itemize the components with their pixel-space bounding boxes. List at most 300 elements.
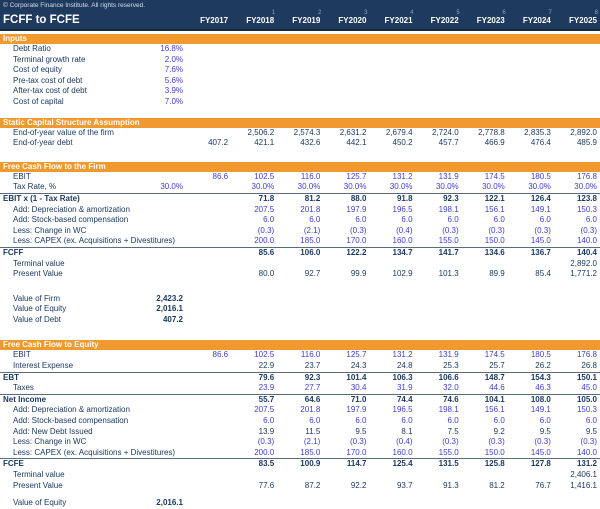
- table-row: [0, 236, 600, 247]
- table-row: [0, 226, 600, 237]
- cell-fy2025[interactable]: 176.8: [576, 350, 597, 360]
- cell-fy2019[interactable]: 116.0: [300, 171, 321, 181]
- cell-assumption[interactable]: 7.0%: [164, 96, 183, 106]
- cell-fy2024[interactable]: 180.5: [530, 171, 551, 181]
- cell-fy2025[interactable]: 6.0: [585, 416, 597, 426]
- cell-fy2017[interactable]: [185, 361, 231, 372]
- cell-fy2018[interactable]: 2,506.2: [247, 127, 275, 137]
- year-header-fy2018: FY2018: [246, 16, 275, 25]
- year-header-fy2019: FY2019: [292, 16, 321, 25]
- cell-fy2019[interactable]: 30.0%: [297, 182, 321, 192]
- cell-fy2019[interactable]: 106.0: [300, 247, 321, 257]
- table-row: [0, 458, 600, 470]
- row-label: Value of Equity: [13, 498, 67, 508]
- cell-fy2025[interactable]: 123.8: [576, 193, 597, 203]
- cell-fy2021[interactable]: 196.5: [392, 405, 413, 415]
- cell-fy2021[interactable]: 134.7: [392, 247, 413, 257]
- cell-fy2024[interactable]: 108.0: [530, 394, 551, 404]
- cell-fy2017[interactable]: [185, 182, 231, 193]
- cell-fy2023[interactable]: 30.0%: [482, 182, 505, 192]
- row-label: EBIT x (1 - Tax Rate): [3, 193, 80, 203]
- cell-fy2025[interactable]: 150.3: [576, 204, 597, 214]
- cell-fy2018[interactable]: 30.0%: [251, 182, 275, 192]
- column-index: 6: [502, 10, 506, 16]
- section: [0, 162, 600, 280]
- cell-fy2020[interactable]: 125.7: [346, 350, 367, 360]
- cell-fy2025[interactable]: 30.0%: [574, 182, 597, 192]
- table-row: [0, 172, 600, 183]
- cell-fy2025[interactable]: 2,892.0: [570, 127, 597, 137]
- cell-fy2017[interactable]: [185, 395, 231, 406]
- cell-fy2023[interactable]: (0.3): [488, 437, 505, 447]
- cell-fy2023[interactable]: 122.1: [484, 193, 505, 203]
- year-header-fy2022: FY2022: [430, 16, 459, 25]
- cell-fy2020[interactable]: 30.0%: [343, 182, 367, 192]
- cell-fy2021[interactable]: 30.0%: [389, 182, 413, 192]
- cell-fy2019[interactable]: 116.0: [300, 350, 321, 360]
- section: [0, 34, 600, 108]
- cell-fy2019[interactable]: 2,574.3: [293, 127, 321, 137]
- cell-fy2024[interactable]: 154.3: [530, 372, 551, 382]
- cell-fy2025[interactable]: 140.0: [576, 236, 597, 246]
- cell-fy2020[interactable]: 101.4: [346, 372, 367, 382]
- cell-fy2017[interactable]: 86.6: [212, 350, 229, 360]
- cell-fy2023[interactable]: (0.3): [488, 225, 505, 235]
- cell-fy2025[interactable]: 140.0: [576, 447, 597, 457]
- cell-fy2022[interactable]: 25.3: [443, 361, 459, 371]
- cell-fy2024[interactable]: 149.1: [530, 204, 551, 214]
- year-header-fy2025: FY2025: [568, 16, 597, 25]
- cell-fy2024[interactable]: 145.0: [530, 447, 551, 457]
- cell-fy2017[interactable]: [185, 259, 231, 270]
- cell-fy2017[interactable]: [185, 437, 231, 448]
- cell-fy2019[interactable]: 432.6: [300, 138, 321, 148]
- cell-fy2019[interactable]: 64.6: [304, 394, 321, 404]
- cell-fy2020[interactable]: 88.0: [350, 193, 367, 203]
- cell-fy2023[interactable]: 174.5: [484, 171, 505, 181]
- cell-fy2019[interactable]: 6.0: [309, 416, 321, 426]
- section: [0, 294, 600, 326]
- cell-fy2023[interactable]: 2,778.8: [478, 127, 505, 137]
- cell-fy2018[interactable]: 200.0: [254, 447, 275, 457]
- cell-fy2019[interactable]: 201.8: [300, 204, 321, 214]
- cell-fy2022[interactable]: 91.3: [443, 480, 459, 490]
- cell-fy2023[interactable]: 25.7: [489, 361, 505, 371]
- cell-fy2024[interactable]: 26.2: [535, 361, 551, 371]
- cell-fy2025[interactable]: 131.2: [576, 459, 597, 469]
- cell-fy2024[interactable]: 30.0%: [528, 182, 551, 192]
- cell-assumption[interactable]: 3.9%: [164, 86, 183, 96]
- cell-fy2019[interactable]: 201.8: [300, 405, 321, 415]
- cell-fy2024[interactable]: [508, 259, 554, 270]
- cell-fy2020[interactable]: [323, 470, 369, 481]
- cell-fy2021[interactable]: [369, 259, 415, 270]
- section-header: Free Cash Flow to the Firm: [0, 162, 600, 172]
- cell-fy2020[interactable]: 24.3: [350, 361, 367, 371]
- cell-fy2025[interactable]: (0.3): [580, 437, 597, 447]
- cell-fy2017[interactable]: [185, 383, 231, 394]
- cell-fy2018[interactable]: 207.5: [254, 204, 275, 214]
- cell-fy2018[interactable]: 421.1: [254, 138, 275, 148]
- row-label: Present Value: [13, 480, 63, 490]
- cell-fy2017[interactable]: [185, 215, 231, 226]
- cell-fy2023[interactable]: 156.1: [484, 405, 505, 415]
- cell-assumption[interactable]: 2.0%: [164, 54, 183, 64]
- cell-fy2017[interactable]: [185, 373, 231, 384]
- table-row: [0, 416, 600, 427]
- cell-fy2021[interactable]: (0.4): [396, 437, 413, 447]
- cell-fy2024[interactable]: 9.5: [539, 426, 551, 436]
- cell-fy2025[interactable]: 45.0: [581, 383, 597, 393]
- cell-fy2019[interactable]: 11.5: [305, 426, 321, 436]
- row-label: EBT: [3, 372, 19, 382]
- cell-fy2019[interactable]: 27.7: [304, 383, 321, 393]
- column-index: [185, 9, 231, 10]
- cell-fy2017[interactable]: [185, 448, 231, 459]
- cell-fy2021[interactable]: 160.0: [392, 236, 413, 246]
- cell-fy2023[interactable]: 156.1: [484, 204, 505, 214]
- cell-fy2017[interactable]: [185, 236, 231, 247]
- cell-fy2024[interactable]: 2,835.3: [524, 127, 551, 137]
- cell-fy2017[interactable]: [185, 205, 231, 216]
- cell-fy2019[interactable]: 81.2: [304, 193, 321, 203]
- cell-fy2017[interactable]: [185, 269, 231, 280]
- cell-assumption[interactable]: 5.6%: [164, 75, 183, 85]
- cell-fy2022[interactable]: 155.0: [438, 236, 459, 246]
- cell-fy2021[interactable]: 6.0: [401, 215, 413, 225]
- cell-fy2022[interactable]: [416, 470, 462, 481]
- cell-fy2023[interactable]: [462, 470, 508, 481]
- cell-fy2023[interactable]: [462, 259, 508, 270]
- row-label: Less: Change in WC: [13, 437, 87, 447]
- cell-fy2017[interactable]: [185, 226, 231, 237]
- cell-assumption[interactable]: 2,423.2: [156, 293, 183, 303]
- cell-fy2018[interactable]: (0.3): [257, 225, 275, 235]
- row-label: Value of Firm: [13, 293, 60, 303]
- cell-fy2023[interactable]: 125.8: [484, 459, 505, 469]
- table-row: [0, 55, 600, 66]
- cell-fy2023[interactable]: 466.9: [484, 138, 505, 148]
- cell-fy2024[interactable]: 46.3: [535, 383, 551, 393]
- cell-fy2025[interactable]: 105.0: [576, 394, 597, 404]
- cell-fy2019[interactable]: 92.3: [304, 372, 321, 382]
- cell-fy2020[interactable]: 30.4: [350, 383, 367, 393]
- cell-fy2025[interactable]: 1,771.2: [570, 269, 597, 279]
- cell-fy2022[interactable]: 6.0: [447, 416, 459, 426]
- cell-fy2020[interactable]: 442.1: [346, 138, 367, 148]
- cell-fy2025[interactable]: 2,406.1: [570, 470, 597, 479]
- cell-fy2018[interactable]: (0.3): [257, 437, 275, 447]
- cell-fy2020[interactable]: (0.3): [349, 225, 367, 235]
- cell-fy2018[interactable]: 6.0: [263, 416, 275, 426]
- cell-fy2024[interactable]: 127.8: [530, 459, 551, 469]
- cell-fy2017[interactable]: [185, 427, 231, 438]
- cell-fy2018[interactable]: 102.5: [254, 350, 275, 360]
- cell-fy2020[interactable]: 6.0: [355, 416, 367, 426]
- cell-fy2018[interactable]: 200.0: [254, 236, 275, 246]
- cell-fy2021[interactable]: 93.7: [396, 480, 413, 490]
- cell-fy2018[interactable]: 23.9: [258, 383, 275, 393]
- table-row: [0, 259, 600, 270]
- cell-fy2021[interactable]: 91.8: [396, 193, 413, 203]
- cell-fy2025[interactable]: 150.1: [576, 372, 597, 382]
- cell-fy2024[interactable]: 476.4: [530, 138, 551, 148]
- cell-fy2023[interactable]: 104.1: [484, 394, 505, 404]
- section-header: Free Cash Flow to Equity: [0, 340, 600, 350]
- cell-fy2024[interactable]: 85.4: [535, 269, 551, 279]
- cell-fy2024[interactable]: 6.0: [539, 215, 551, 225]
- cell-fy2024[interactable]: (0.3): [534, 437, 551, 447]
- cell-fy2018[interactable]: [231, 470, 277, 481]
- cell-fy2017[interactable]: [185, 405, 231, 416]
- cell-fy2021[interactable]: 102.9: [392, 269, 413, 279]
- row-label: Add: Depreciation & amortization: [13, 405, 130, 415]
- cell-fy2022[interactable]: 32.0: [443, 383, 459, 393]
- cell-fy2017[interactable]: [185, 459, 231, 470]
- table-row: [0, 448, 600, 459]
- cell-fy2022[interactable]: 6.0: [447, 215, 459, 225]
- row-label: After-tax cost of debt: [13, 86, 87, 96]
- cell-fy2021[interactable]: 131.2: [392, 350, 413, 360]
- cell-fy2025[interactable]: 6.0: [585, 215, 597, 225]
- cell-fy2017[interactable]: [185, 470, 231, 481]
- cell-assumption[interactable]: 30.0%: [160, 182, 183, 192]
- cell-fy2019[interactable]: (2.1): [303, 225, 321, 235]
- cell-fy2021[interactable]: 131.2: [392, 171, 413, 181]
- cell-fy2022[interactable]: 7.5: [447, 426, 459, 436]
- cell-fy2020[interactable]: 99.9: [350, 269, 367, 279]
- cell-fy2022[interactable]: 106.6: [438, 372, 459, 382]
- cell-fy2025[interactable]: 1,416.1: [570, 480, 597, 490]
- cell-fy2020[interactable]: 170.0: [346, 236, 367, 246]
- cell-fy2024[interactable]: 145.0: [530, 236, 551, 246]
- table-row: [0, 76, 600, 87]
- cell-fy2022[interactable]: [416, 259, 462, 270]
- cell-fy2019[interactable]: 185.0: [300, 236, 321, 246]
- cell-fy2025[interactable]: 176.8: [576, 171, 597, 181]
- table-row: [0, 361, 600, 372]
- year-header-fy2021: FY2021: [384, 16, 413, 25]
- cell-fy2021[interactable]: 31.9: [396, 383, 413, 393]
- cell-fy2020[interactable]: 125.7: [346, 171, 367, 181]
- cell-fy2024[interactable]: 149.1: [530, 405, 551, 415]
- cell-fy2018[interactable]: 55.7: [258, 394, 275, 404]
- row-label: Add: Stock-based compensation: [13, 416, 129, 426]
- cell-fy2022[interactable]: 92.3: [443, 193, 459, 203]
- table-row: [0, 372, 600, 384]
- cell-fy2024[interactable]: 6.0: [539, 416, 551, 426]
- cell-fy2020[interactable]: 197.9: [346, 405, 367, 415]
- cell-fy2021[interactable]: 106.3: [392, 372, 413, 382]
- cell-fy2018[interactable]: 6.0: [263, 215, 275, 225]
- cell-assumption[interactable]: 407.2: [162, 314, 183, 324]
- row-label: Terminal value: [13, 258, 65, 268]
- cell-fy2021[interactable]: [369, 470, 415, 481]
- year-header-fy2023: FY2023: [476, 16, 505, 25]
- cell-assumption[interactable]: 2,016.1: [156, 498, 183, 508]
- cell-fy2022[interactable]: 101.3: [438, 269, 459, 279]
- cell-fy2019[interactable]: [277, 470, 323, 481]
- cell-fy2019[interactable]: [277, 259, 323, 270]
- cell-fy2023[interactable]: 89.9: [489, 269, 505, 279]
- cell-assumption[interactable]: 7.6%: [164, 65, 183, 75]
- cell-fy2018[interactable]: 13.9: [258, 426, 275, 436]
- table-row: [0, 470, 600, 481]
- row-label: Less: CAPEX (ex. Acquisitions + Divestitures): [13, 236, 176, 246]
- row-label: End-of-year debt: [13, 138, 73, 148]
- cell-fy2020[interactable]: [323, 259, 369, 270]
- cell-fy2017[interactable]: [185, 248, 231, 259]
- cell-fy2020[interactable]: 2,631.2: [339, 127, 367, 137]
- cell-fy2017[interactable]: [185, 194, 231, 205]
- cell-fy2025[interactable]: 150.3: [576, 405, 597, 415]
- row-label: Interest Expense: [13, 361, 74, 371]
- cell-fy2018[interactable]: 85.6: [258, 247, 275, 257]
- cell-fy2021[interactable]: (0.4): [396, 225, 413, 235]
- cell-fy2025[interactable]: 2,892.0: [570, 258, 597, 268]
- cell-fy2020[interactable]: 114.7: [346, 459, 367, 469]
- cell-fy2019[interactable]: 6.0: [309, 215, 321, 225]
- year-header-fy2017: FY2017: [200, 16, 229, 25]
- cell-fy2018[interactable]: 79.6: [258, 372, 275, 382]
- row-label: Pre-tax cost of debt: [13, 75, 83, 85]
- column-index: 8: [594, 10, 598, 16]
- table-row: [0, 44, 600, 55]
- cell-fy2024[interactable]: (0.3): [534, 225, 551, 235]
- cell-fy2022[interactable]: 141.7: [438, 247, 459, 257]
- table-row: [0, 294, 600, 305]
- cell-fy2019[interactable]: 185.0: [300, 447, 321, 457]
- cell-fy2022[interactable]: 198.1: [438, 405, 459, 415]
- cell-fy2018[interactable]: 207.5: [254, 405, 275, 415]
- row-label: Terminal growth rate: [13, 54, 86, 64]
- cell-fy2020[interactable]: (0.3): [349, 437, 367, 447]
- cell-fy2022[interactable]: (0.3): [442, 437, 459, 447]
- cell-fy2022[interactable]: 155.0: [438, 447, 459, 457]
- cell-fy2024[interactable]: 76.7: [535, 480, 551, 490]
- section-header: Inputs: [0, 34, 600, 44]
- cell-fy2018[interactable]: 22.9: [258, 361, 275, 371]
- cell-fy2020[interactable]: 71.0: [350, 394, 367, 404]
- cell-fy2021[interactable]: 450.2: [392, 138, 413, 148]
- cell-fy2017[interactable]: [185, 416, 231, 427]
- cell-fy2024[interactable]: 126.4: [530, 193, 551, 203]
- table-row: [0, 394, 600, 406]
- cell-fy2025[interactable]: 485.9: [576, 138, 597, 148]
- cell-fy2021[interactable]: 125.4: [392, 459, 413, 469]
- cell-fy2024[interactable]: 136.7: [530, 247, 551, 257]
- cell-fy2019[interactable]: 100.9: [300, 459, 321, 469]
- cell-fy2021[interactable]: 6.0: [401, 416, 413, 426]
- cell-fy2020[interactable]: 92.2: [350, 480, 367, 490]
- table-row: [0, 65, 600, 76]
- cell-fy2019[interactable]: 92.7: [304, 269, 321, 279]
- cell-fy2017[interactable]: 86.6: [212, 171, 229, 181]
- row-label: Taxes: [13, 383, 34, 393]
- cell-fy2021[interactable]: 196.5: [392, 204, 413, 214]
- cell-fy2021[interactable]: 74.4: [396, 394, 413, 404]
- cell-fy2020[interactable]: 170.0: [346, 447, 367, 457]
- cell-fy2017[interactable]: [185, 128, 231, 139]
- table-row: [0, 215, 600, 226]
- cell-fy2022[interactable]: 2,724.0: [431, 127, 459, 137]
- cell-fy2025[interactable]: 26.8: [581, 361, 597, 371]
- title-bar: [0, 0, 600, 31]
- table-row: [0, 437, 600, 448]
- table-row: [0, 383, 600, 394]
- cell-assumption[interactable]: 2,016.1: [156, 304, 183, 314]
- cell-fy2018[interactable]: 83.5: [258, 459, 275, 469]
- cell-fy2022[interactable]: 198.1: [438, 204, 459, 214]
- row-label: Less: CAPEX (ex. Acquisitions + Divestitures): [13, 447, 176, 457]
- cell-assumption[interactable]: 16.8%: [160, 44, 183, 53]
- row-label: Add: New Debt Issued: [13, 426, 93, 436]
- cell-fy2018[interactable]: 77.6: [258, 480, 275, 490]
- cell-fy2025[interactable]: (0.3): [580, 225, 597, 235]
- cell-fy2019[interactable]: 87.2: [304, 480, 321, 490]
- cell-fy2023[interactable]: 6.0: [493, 416, 505, 426]
- cell-fy2024[interactable]: [508, 470, 554, 481]
- cell-fy2019[interactable]: (2.1): [303, 437, 321, 447]
- cell-fy2020[interactable]: 197.9: [346, 204, 367, 214]
- cell-fy2022[interactable]: 74.6: [443, 394, 459, 404]
- cell-fy2022[interactable]: 457.7: [438, 138, 459, 148]
- cell-fy2019[interactable]: 23.7: [304, 361, 321, 371]
- cell-fy2023[interactable]: 174.5: [484, 350, 505, 360]
- table-row: [0, 481, 600, 492]
- cell-fy2023[interactable]: 150.0: [484, 236, 505, 246]
- row-label: EBIT: [13, 350, 31, 360]
- cell-fy2023[interactable]: 9.2: [493, 426, 505, 436]
- cell-fy2021[interactable]: 24.8: [396, 361, 413, 371]
- table-row: [0, 269, 600, 280]
- cell-fy2025[interactable]: 140.4: [576, 247, 597, 257]
- cell-fy2022[interactable]: 131.9: [438, 350, 459, 360]
- row-label: FCFE: [3, 459, 24, 469]
- cell-fy2023[interactable]: 134.6: [484, 247, 505, 257]
- cell-fy2022[interactable]: 30.0%: [435, 182, 459, 192]
- cell-fy2022[interactable]: 131.5: [438, 459, 459, 469]
- cell-fy2021[interactable]: 2,679.4: [385, 127, 413, 137]
- cell-fy2023[interactable]: 6.0: [493, 215, 505, 225]
- section-header: Static Capital Structure Assumption: [0, 118, 600, 128]
- cell-fy2023[interactable]: 44.6: [489, 383, 505, 393]
- cell-fy2020[interactable]: 9.5: [355, 426, 367, 436]
- cell-fy2018[interactable]: 80.0: [258, 269, 275, 279]
- cell-fy2022[interactable]: 131.9: [438, 171, 459, 181]
- cell-fy2020[interactable]: 6.0: [355, 215, 367, 225]
- cell-fy2018[interactable]: [231, 259, 277, 270]
- row-label: Add: Stock-based compensation: [13, 215, 129, 225]
- column-index: 7: [548, 10, 552, 16]
- cell-fy2025[interactable]: 9.5: [585, 426, 597, 436]
- cell-fy2021[interactable]: 160.0: [392, 447, 413, 457]
- copyright-text: © Corporate Finance Institute. All rights reserved.: [3, 2, 146, 9]
- cell-fy2023[interactable]: 150.0: [484, 447, 505, 457]
- cell-fy2023[interactable]: 148.7: [484, 372, 505, 382]
- cell-fy2023[interactable]: 81.2: [489, 480, 505, 490]
- cell-fy2018[interactable]: 102.5: [254, 171, 275, 181]
- cell-fy2024[interactable]: 180.5: [530, 350, 551, 360]
- cell-fy2017[interactable]: [185, 481, 231, 492]
- cell-fy2018[interactable]: 71.8: [258, 193, 275, 203]
- row-label: EBIT: [13, 171, 31, 181]
- table-row: [0, 315, 600, 326]
- cell-fy2022[interactable]: (0.3): [442, 225, 459, 235]
- cell-fy2017[interactable]: 407.2: [208, 138, 229, 148]
- cell-fy2021[interactable]: 8.1: [401, 426, 413, 436]
- cell-fy2020[interactable]: 122.2: [346, 247, 367, 257]
